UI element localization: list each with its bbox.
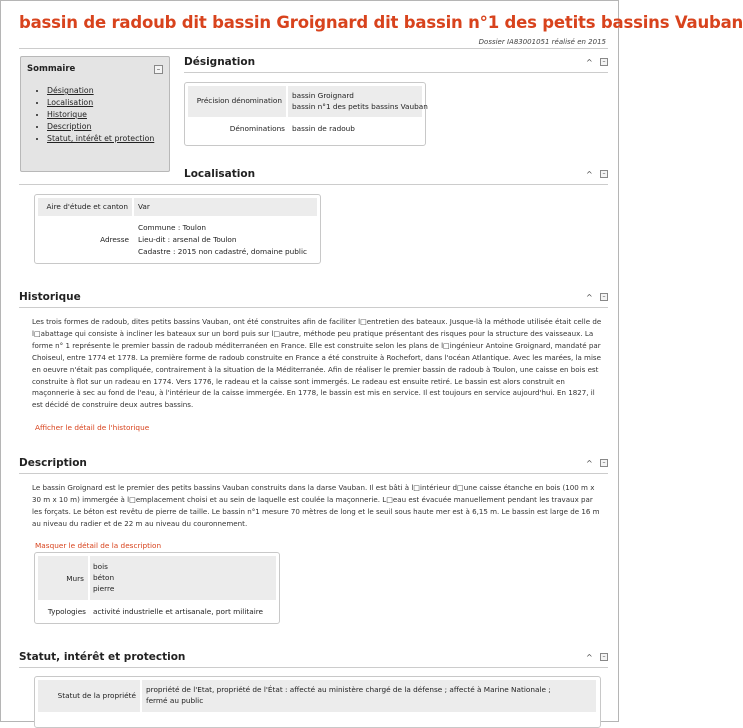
title-divider [19, 48, 608, 49]
description-table [34, 552, 280, 624]
page-title: bassin de radoub dit bassin Groignard dit bassin n°1 des petits bassins Vauban [19, 13, 743, 32]
sommaire-panel [20, 56, 170, 172]
typologies-value: activité industrielle et artisanale, port militaire [93, 607, 264, 616]
aire-value-cell [134, 198, 317, 216]
statut-table [34, 676, 601, 728]
sommaire-item [47, 85, 154, 97]
localisation-heading: Localisation [184, 168, 256, 180]
murs-value-cell [90, 556, 276, 600]
typologies-label: Typologies [47, 607, 86, 616]
propriete-label: Statut de la propriété [57, 691, 136, 700]
murs-value-2: béton [93, 573, 115, 582]
sommaire-link-designation[interactable]: Désignation [47, 86, 94, 95]
sommaire-collapse-button[interactable]: – [154, 65, 163, 74]
murs-value-1: bois [93, 562, 108, 571]
adresse-lieu-dit: Lieu-dit : arsenal de Toulon [138, 235, 237, 244]
sommaire-link-localisation[interactable]: Localisation [47, 98, 94, 107]
aire-label-cell [38, 198, 132, 216]
sommaire-item [47, 97, 154, 109]
designation-table [184, 82, 426, 146]
propriete-value-1: propriété de l'Etat, propriété de l'État : affecté au ministère chargé de la défense ; affecté à Marine Nationale ; [146, 685, 551, 694]
sommaire-link-description[interactable]: Description [47, 122, 92, 131]
sommaire-link-historique[interactable]: Historique [47, 110, 87, 119]
sommaire-link-statut[interactable]: Statut, intérêt et protection [47, 134, 155, 143]
adresse-cadastre: Cadastre : 2015 non cadastré, domaine public [138, 247, 307, 256]
localisation-table [34, 194, 321, 264]
statut-heading: Statut, intérêt et protection [19, 651, 186, 663]
aire-value: Var [138, 202, 150, 211]
localisation-min-button[interactable]: – [600, 170, 608, 178]
murs-label-cell [38, 556, 88, 600]
description-text: Le bassin Groignard est le premier des petits bassins Vauban construits dans la darse Vauban. Il est bâti à l□intérieur d□une caisse étanche en bois (100 m x 30 m x 10 m) immergée à l□emplacement choisi et au sein de laquelle est coulée la maçonnerie. L□eau est évacuée manuellement pendant les travaux par les forçats. Le béton est revêtu de pierre de taille. Le bassin n°1 mesure 70 mètres de long et le seuil sous haute mer est à 6,15 m. Le bassin est large de 16 m au niveau du radier et de 22 m au niveau du couronnement. [32, 483, 600, 528]
precision-value-1: bassin Groignard [292, 91, 354, 100]
dossier-info: Dossier IA83001051 réalisé en 2015 [478, 38, 606, 46]
murs-label: Murs [66, 574, 84, 583]
sommaire-item [47, 109, 154, 121]
description-toggle-icon[interactable]: ^ [586, 459, 593, 468]
adresse-commune: Commune : Toulon [138, 223, 207, 232]
sommaire-list [35, 85, 154, 145]
localisation-divider [19, 184, 608, 185]
historique-min-button[interactable]: – [600, 293, 608, 301]
aire-label: Aire d'étude et canton [46, 202, 128, 211]
historique-detail-link[interactable]: Afficher le détail de l'historique [35, 423, 150, 432]
designation-toggle-icon[interactable]: ^ [586, 58, 593, 67]
sommaire-item [47, 133, 154, 145]
historique-heading: Historique [19, 291, 81, 303]
precision-label-cell [188, 86, 286, 117]
designation-heading: Désignation [184, 56, 256, 68]
localisation-toggle-icon[interactable]: ^ [586, 170, 593, 179]
propriete-value-cell [142, 680, 596, 712]
designation-divider [184, 72, 608, 73]
sommaire-item [47, 121, 154, 133]
denominations-label: Dénominations [229, 124, 285, 133]
historique-divider [19, 307, 608, 308]
sommaire-title: Sommaire [27, 64, 76, 74]
description-min-button[interactable]: – [600, 459, 608, 467]
adresse-label: Adresse [100, 235, 129, 244]
precision-label: Précision dénomination [196, 96, 282, 105]
description-divider [19, 473, 608, 474]
precision-value-cell [288, 86, 428, 117]
historique-text: Les trois formes de radoub, dites petits bassins Vauban, ont été construites afin de faciliter l□entretien des bateaux. Jusque-là la méthode utilisée était celle de l□abattage qui consiste à incliner les bateaux sur un bord puis sur l□autre, méthode peu pratique présentant des risques pour la structure des vaisseaux. La forme n° 1 représente le premier bassin de radoub méditerranéen en France. Elle est construite selon les plans de l□ingénieur Antoine Groignard, mandaté par Choiseul, entre 1774 et 1778. La première forme de radoub construite en France a été construite à Rochefort, dans l'océan Atlantique. Avec les marées, la mise en oeuvre n'était pas compliquée, contrairement à la situation de la Méditerranée. Afin de réaliser le premier bassin de radoub à Toulon, une caisse en bois est construite à flot sur un radeau en 1774. Vers 1776, le radeau et la caisse sont immergés. Le radeau est ensuite retiré. Le bassin est alors construit en maçonnerie à sec au fond de l'eau, à l'intérieur de la caisse immergée. En 1778, le bassin est mis en service. Il est toujours en service aujourd'hui. En 1827, il est décidé de construire deux autres bassins. [32, 317, 602, 410]
propriete-value-2: fermé au public [146, 696, 204, 705]
historique-toggle-icon[interactable]: ^ [586, 293, 593, 302]
propriete-label-cell [38, 680, 140, 712]
statut-divider [19, 667, 608, 668]
description-detail-link[interactable]: Masquer le détail de la description [35, 541, 162, 550]
designation-min-button[interactable]: – [600, 58, 608, 66]
precision-value-2: bassin n°1 des petits bassins Vauban [292, 102, 428, 111]
statut-toggle-icon[interactable]: ^ [586, 653, 593, 662]
denominations-value: bassin de radoub [292, 124, 355, 133]
murs-value-3: pierre [93, 584, 115, 593]
statut-min-button[interactable]: – [600, 653, 608, 661]
description-heading: Description [19, 457, 87, 469]
